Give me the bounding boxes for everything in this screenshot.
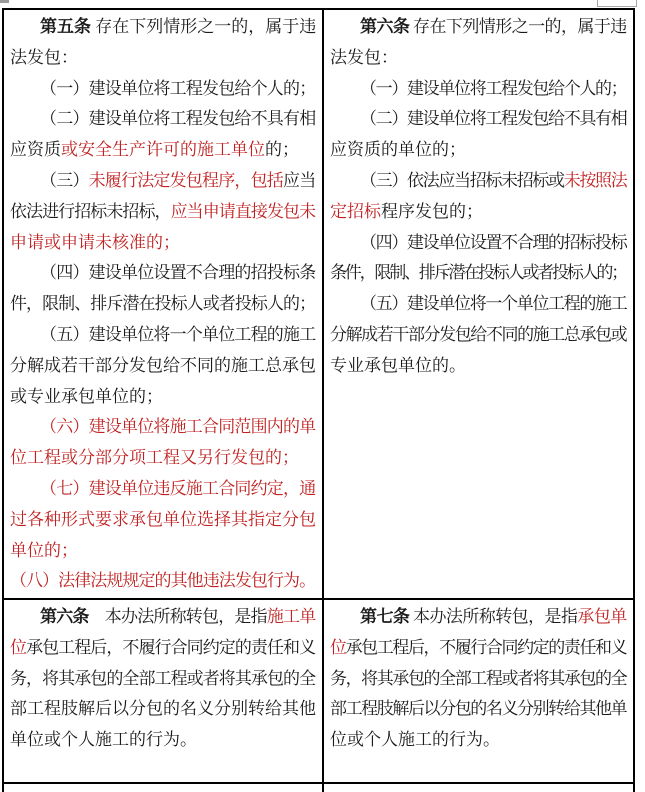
text-segment: （五）建设单位将一个单位工程的施工 (360, 294, 627, 314)
cell-article5-old (4, 10, 322, 598)
revision-text-segment: 未履行法定发包程序，包括 (88, 170, 284, 190)
text-segment: 分解成若干部分发包给不同的施工总承包或 (330, 324, 627, 344)
text-line (10, 135, 318, 166)
text-line (330, 602, 629, 633)
text-line (10, 320, 318, 351)
revision-text-segment: 单位的； (10, 540, 78, 560)
cell-r3-left (4, 784, 322, 792)
text-segment: 部工程肢解后以分包的名义分别转给其他单 (330, 699, 627, 719)
table-row-3-partial (4, 784, 633, 792)
text-line (10, 694, 318, 725)
text-segment: 应资质的单位的； (330, 140, 466, 160)
revision-text-segment: （六）建设单位将施工合同范围内的单 (40, 417, 316, 437)
text-segment: 存在下列情形之一的，属于违 (91, 17, 317, 36)
text-segment: 承包工程后，不履行合同约定的责任和义 (26, 637, 316, 657)
text-segment: 第六条 (40, 607, 89, 626)
text-segment: 件，限制、排斥潜在投标人或者投标人的； (10, 294, 316, 314)
table-row-2 (4, 600, 633, 784)
text-line (10, 474, 318, 505)
text-line (10, 258, 318, 289)
text-line (10, 412, 318, 443)
text-segment: 法发包： (330, 47, 398, 67)
text-line (10, 197, 318, 228)
cell-article6-new (322, 10, 633, 598)
text-segment: （一）建设单位将工程发包给个人的； (360, 78, 627, 98)
text-segment: 承包工程后，不履行合同约定的责任和义 (345, 637, 627, 657)
text-segment: 第六条 (360, 17, 410, 36)
revision-text-segment: 应当申请直接发包未 (170, 201, 316, 221)
text-segment: 程序发包的； (381, 201, 483, 221)
revision-text-segment: 位工程或分部分项工程又另行发包的； (10, 448, 299, 468)
text-line (330, 633, 629, 664)
revision-text-segment: 定招标 (330, 201, 381, 221)
text-segment: 应当 (283, 170, 316, 190)
text-line (330, 351, 629, 382)
text-line (10, 104, 318, 135)
text-segment: 部工程肢解后以分包的名义分别转给其他 (10, 699, 316, 719)
text-line (330, 135, 629, 166)
text-line (10, 633, 318, 664)
text-line (330, 725, 629, 756)
text-segment: 务，将其承包的全部工程或者将其承包的全 (330, 668, 627, 688)
text-segment: （五）建设单位将一个单位工程的施工 (40, 324, 316, 344)
cell-r3-right (322, 784, 633, 792)
text-segment: （二）建设单位将工程发包给不具有相 (40, 109, 316, 129)
text-line (330, 197, 629, 228)
text-segment: 专业承包单位的。 (330, 355, 466, 375)
text-segment: 第七条 (360, 607, 410, 626)
text-segment: （四）建设单位设置不合理的招投标条 (40, 263, 316, 283)
text-line (10, 289, 318, 320)
text-segment: 单位或个人施工的行为。 (10, 730, 197, 750)
text-line (330, 694, 629, 725)
text-line (10, 12, 318, 43)
revision-text-segment: 申请或申请未核准的； (10, 232, 180, 252)
text-line (330, 104, 629, 135)
text-line (330, 664, 629, 695)
text-segment: （四）建设单位设置不合理的招标投标 (360, 232, 627, 252)
text-line (10, 351, 318, 382)
revision-text-segment: 施工单 (266, 607, 316, 626)
text-line (330, 228, 629, 259)
text-segment: （三）依法应当招标未招标或 (360, 170, 564, 190)
table-row-1 (4, 10, 633, 600)
text-segment: 分解成若干部分发包给不同的施工总承包 (10, 355, 316, 375)
page-artifact-top-left (0, 0, 9, 3)
text-line (10, 74, 318, 105)
text-line (10, 505, 318, 536)
cell-article7-new (322, 600, 633, 782)
text-line (10, 536, 318, 567)
revision-text-segment: 位 (10, 637, 27, 657)
text-line (10, 166, 318, 197)
text-segment: 的； (265, 140, 299, 160)
revision-text-segment: 承包单 (577, 607, 627, 626)
text-segment: 位或个人施工的行为。 (330, 730, 500, 750)
text-segment: 务，将其承包的全部工程或者将其承包的全 (10, 668, 316, 688)
text-line (10, 602, 318, 633)
text-segment: 本办法所称转包，是指 (88, 607, 267, 626)
revision-text-segment: 过各种形式要求承包单位选择其指定分包 (10, 509, 316, 529)
text-line (10, 228, 318, 259)
legal-comparison-table (2, 8, 635, 792)
text-line (330, 12, 629, 43)
text-segment: 第五条 (40, 17, 91, 36)
text-segment: 存在下列情形之一的，属于违 (409, 17, 627, 36)
text-line (330, 43, 629, 74)
cell-article6-old (4, 600, 322, 782)
text-line (10, 43, 318, 74)
text-segment: （三） (40, 170, 89, 190)
revision-text-segment: 位 (330, 637, 346, 657)
text-line (10, 443, 318, 474)
text-segment: （二）建设单位将工程发包给不具有相 (360, 109, 627, 129)
text-line (330, 74, 629, 105)
text-segment: 或专业承包单位的； (10, 386, 163, 406)
revision-text-segment: 未按照法 (563, 170, 627, 190)
text-segment: 法发包： (10, 47, 78, 67)
text-line (10, 664, 318, 695)
revision-text-segment: （八）法律法规规定的其他违法发包行为。 (10, 571, 316, 591)
page-artifact-top-right (597, 0, 637, 7)
text-segment: 依法进行招标未招标， (10, 201, 171, 221)
text-line (330, 289, 629, 320)
text-segment: 应资质 (10, 140, 61, 160)
text-line (10, 382, 318, 413)
text-line (330, 320, 629, 351)
text-segment: （一）建设单位将工程发包给个人的； (40, 78, 316, 98)
text-line (330, 258, 629, 289)
text-line (330, 166, 629, 197)
text-line (10, 566, 318, 597)
text-segment: 本办法所称转包，是指 (409, 607, 578, 626)
revision-text-segment: （七）建设单位违反施工合同约定，通 (40, 478, 316, 498)
text-line (10, 725, 318, 756)
text-segment: 条件，限制、排斥潜在投标人或者投标人的； (330, 263, 626, 283)
revision-text-segment: 或安全生产许可的施工单位 (61, 140, 265, 160)
